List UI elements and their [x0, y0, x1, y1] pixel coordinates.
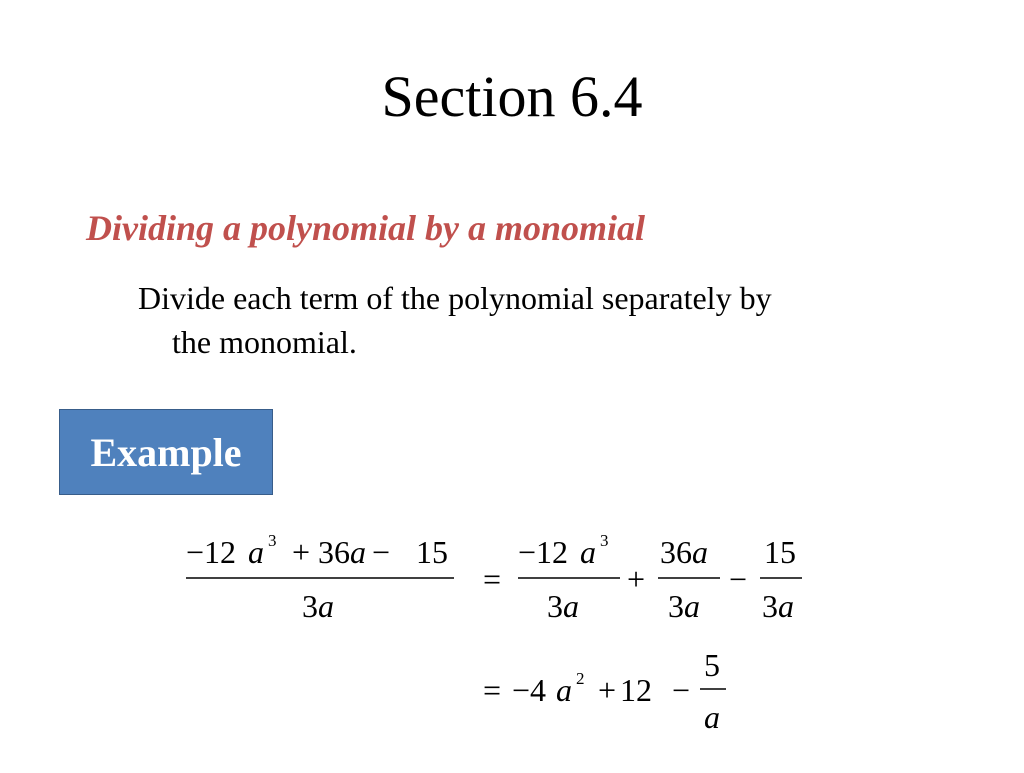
lhs-num-t1-var: a — [248, 534, 264, 570]
step2-t2: 12 — [620, 672, 652, 708]
lhs-den-coef: 3 — [302, 588, 318, 624]
step1-f2-num-coef: 36 — [660, 534, 692, 570]
step1-f2-den-var: a — [684, 588, 700, 624]
step1-expression — [483, 531, 802, 624]
step1-f3-den-var: a — [778, 588, 794, 624]
lhs-num-t3: 15 — [416, 534, 448, 570]
step2-f-num: 5 — [704, 647, 720, 683]
step2-equals: = — [483, 672, 502, 708]
lhs-num-t1-coef: −12 — [186, 534, 237, 570]
lhs-num-t1-exp: 3 — [268, 531, 277, 550]
step2-op1: + — [598, 672, 617, 708]
slide-title: Section 6.4 — [381, 64, 643, 129]
step1-f2-num-var: a — [692, 534, 708, 570]
lhs-fraction — [186, 531, 454, 624]
step1-op2: − — [729, 561, 748, 597]
step1-f3-num: 15 — [764, 534, 796, 570]
example-label: Example — [90, 429, 242, 475]
step1-f2-den-coef: 3 — [668, 588, 684, 624]
lhs-num-op1: + — [292, 534, 311, 570]
body-line-1: Divide each term of the polynomial separately by — [138, 280, 772, 316]
body-paragraph — [138, 276, 958, 364]
step1-equals: = — [483, 561, 502, 597]
step1-f1-den-coef: 3 — [547, 588, 563, 624]
step2-expression — [483, 647, 726, 735]
step1-f1-num-coef: −12 — [518, 534, 569, 570]
lhs-num-t2-var: a — [350, 534, 366, 570]
step2-f-den: a — [704, 699, 720, 735]
body-line-2: the monomial. — [172, 324, 357, 360]
subheading: Dividing a polynomial by a monomial — [86, 208, 646, 248]
example-label-box — [59, 409, 273, 495]
step2-op2: − — [672, 672, 691, 708]
step1-f3-den-coef: 3 — [762, 588, 778, 624]
lhs-den-var: a — [318, 588, 334, 624]
step1-f1-num-exp: 3 — [600, 531, 609, 550]
step2-t1-coef: −4 — [512, 672, 547, 708]
step2-t1-exp: 2 — [576, 669, 585, 688]
lhs-num-op2: − — [372, 534, 391, 570]
step2-t1-var: a — [556, 672, 572, 708]
step1-op1: + — [627, 561, 646, 597]
lhs-num-t2-coef: 36 — [318, 534, 350, 570]
step1-f1-num-var: a — [580, 534, 596, 570]
step1-f1-den-var: a — [563, 588, 579, 624]
